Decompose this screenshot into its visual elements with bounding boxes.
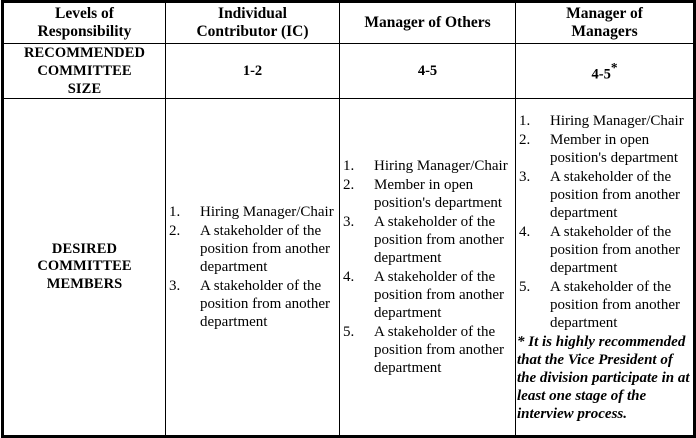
list-item: A stakeholder of the position from another department: [550, 278, 680, 331]
size-value-asterisk: *: [610, 59, 618, 75]
cell-members-manager-of-others: [340, 99, 516, 437]
list-item: A stakeholder of the position from another department: [550, 223, 680, 276]
list-item: A stakeholder of the position from another department: [550, 168, 680, 221]
member-list-ic: [166, 203, 339, 331]
header-cell-manager-of-others: [340, 2, 516, 44]
list-item: A stakeholder of the position from another department: [374, 268, 504, 321]
size-value-manager-of-managers: 4-5: [591, 65, 611, 82]
list-item: Hiring Manager/Chair: [374, 157, 508, 174]
header-label-manager-of-others: Manager of Others: [364, 13, 491, 31]
interview-committee-table: [1, 0, 696, 438]
cell-size-individual-contributor: [166, 44, 340, 99]
header-cell-individual-contributor: [166, 2, 340, 44]
list-item: A stakeholder of the position from another department: [200, 277, 330, 330]
list-item: Member in open position's department: [374, 176, 503, 211]
committee-table-container: [1, 0, 693, 438]
cell-size-manager-of-managers: [516, 44, 695, 99]
header-label-individual-contributor: Individual Contributor (IC): [196, 4, 309, 40]
list-item: A stakeholder of the position from another department: [374, 213, 504, 266]
list-item: Member in open position's department: [550, 131, 679, 166]
member-list-manager-of-managers: [516, 112, 693, 332]
size-value-manager-of-others: 4-5: [417, 63, 438, 80]
list-item: A stakeholder of the position from another department: [374, 323, 504, 376]
cell-size-manager-of-others: [340, 44, 516, 99]
cell-members-manager-of-managers: [516, 99, 695, 437]
list-item: Hiring Manager/Chair: [550, 112, 684, 129]
recommended-committee-size-row: [3, 44, 695, 99]
row-label-text: RECOMMENDED COMMITTEE SIZE: [23, 45, 146, 98]
header-cell-levels-of-responsibility: [3, 2, 166, 44]
desired-committee-members-row: [3, 99, 695, 437]
header-label-manager-of-managers: Manager of Managers: [566, 4, 643, 40]
row-label-recommended-committee-size: [3, 44, 166, 99]
header-cell-manager-of-managers: [516, 2, 695, 44]
table-header-row: [3, 2, 695, 44]
row-label-desired-committee-members: [3, 99, 166, 437]
row-label-text: DESIRED COMMITTEE MEMBERS: [37, 240, 132, 293]
header-label-levels-of-responsibility: Levels of Responsibility: [37, 4, 132, 40]
size-value-ic: 1-2: [242, 63, 263, 80]
list-item: A stakeholder of the position from another department: [200, 222, 330, 275]
list-item: Hiring Manager/Chair: [200, 203, 334, 220]
cell-members-individual-contributor: [166, 99, 340, 437]
footnote-manager-of-managers: * It is highly recommended that the Vice President of the division participate in at least one stage of the interview process.: [517, 333, 690, 422]
member-list-manager-of-others: [340, 157, 515, 377]
